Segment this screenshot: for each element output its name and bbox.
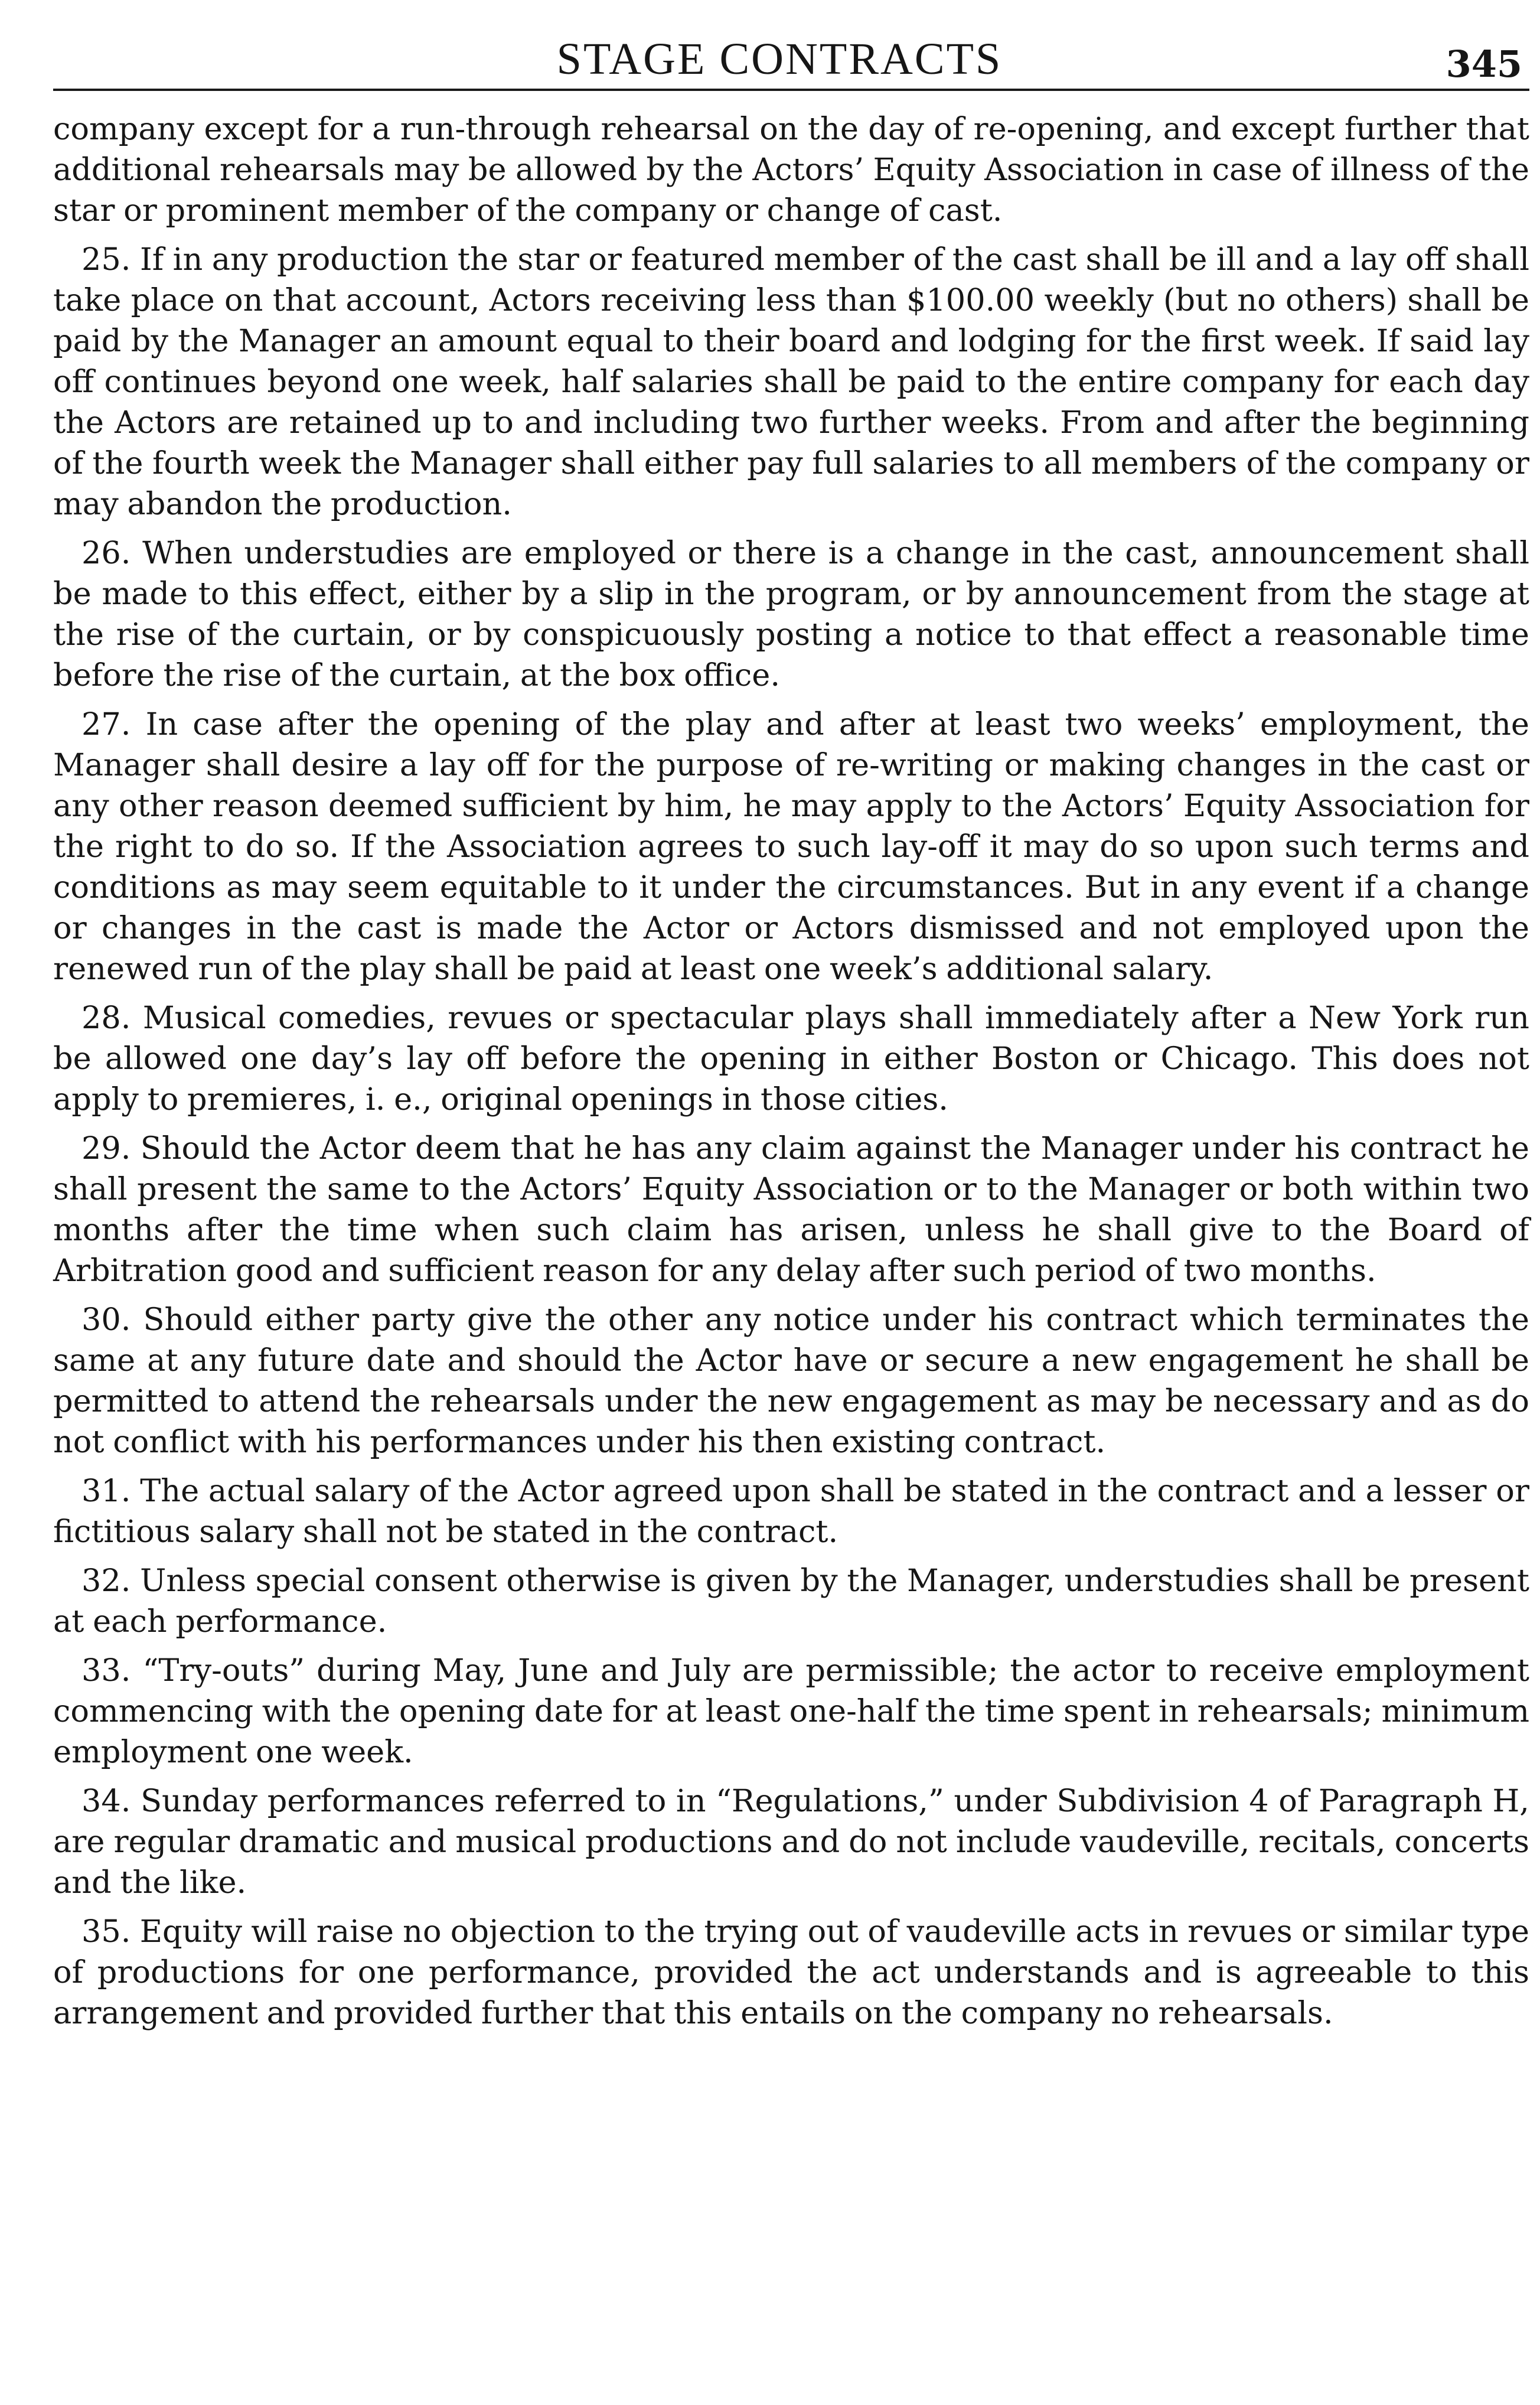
page-header [53, 24, 1529, 91]
paragraph-35 [53, 1911, 1529, 2034]
paragraph-30 [53, 1299, 1529, 1462]
paragraph-number: 27. [81, 706, 131, 742]
paragraph-31 [53, 1471, 1529, 1552]
paragraph-34 [53, 1781, 1529, 1903]
paragraph-32 [53, 1560, 1529, 1642]
paragraph-28 [53, 998, 1529, 1120]
paragraph-number: 35. [81, 1914, 131, 1950]
paragraph-text: Equity will raise no objection to the trying out of vaudeville acts in revues or similar type of productions for one performance, provided the act understands and is agreeable to this arrangement and provided further that this entails on the company no rehearsals. [53, 1914, 1529, 2031]
body-text [53, 109, 1529, 2034]
paragraph-26 [53, 533, 1529, 696]
paragraph-text: In case after the opening of the play and after at least two weeks’ employment, the Manager shall desire a lay off for the purpose of re-writing or making changes in the cast or any other reason deemed sufficient by him, he may apply to the Actors’ Equity Association for the right to do so. If the Association agrees to such lay-off it may do so upon such terms and conditions as may seem equitable to it under the circumstances. But in any event if a change or changes in the cast is made the Actor or Actors dismissed and not employed upon the renewed run of the play shall be paid at least one week’s additional salary. [53, 706, 1529, 987]
book-page [53, 24, 1529, 2392]
paragraph-number: 33. [81, 1653, 131, 1689]
paragraph-text: Unless special consent otherwise is given by the Manager, understudies shall be present at each performance. [53, 1563, 1529, 1640]
paragraph-27 [53, 704, 1529, 989]
paragraph-text: Sunday performances referred to in “Regulations,” under Subdivision 4 of Paragraph H, are regular dramatic and musical productions and do not include vaudeville, recitals, concerts and the like. [53, 1783, 1529, 1901]
paragraph-continued [53, 109, 1529, 231]
paragraph-text: company except for a run-through rehearsal on the day of re-opening, and except further that additional rehearsals may be allowed by the Actors’ Equity Association in case of illness of the star or prominent member of the company or change of cast. [53, 111, 1529, 229]
paragraph-number: 26. [81, 535, 131, 571]
paragraph-number: 25. [81, 242, 131, 278]
paragraph-text: The actual salary of the Actor agreed upon shall be stated in the contract and a lesser or fictitious salary shall not be stated in the contract. [53, 1473, 1529, 1550]
paragraph-number: 34. [81, 1783, 131, 1819]
paragraph-text: “Try-outs” during May, June and July are permissible; the actor to receive employment commencing with the opening date for at least one-half the time spent in rehearsals; minimum employment one week. [53, 1653, 1529, 1770]
paragraph-number: 30. [81, 1302, 131, 1338]
paragraph-text: Should either party give the other any notice under his contract which terminates the same at any future date and should the Actor have or secure a new engagement he shall be permitted to attend the rehearsals under the new engagement as may be necessary and as do not conflict with his performances under his then existing contract. [53, 1302, 1529, 1460]
paragraph-text: When understudies are employed or there is a change in the cast, announcement shall be made to this effect, either by a slip in the program, or by announcement from the stage at the rise of the curtain, or by conspicuously posting a notice to that effect a reasonable time before the rise of the curtain, at the box office. [53, 535, 1529, 693]
paragraph-number: 29. [81, 1130, 131, 1166]
paragraph-text: Musical comedies, revues or spectacular plays shall immediately after a New York run be allowed one day’s lay off before the opening in either Boston or Chicago. This does not apply to premieres, i. e., original openings in those cities. [53, 1000, 1529, 1117]
paragraph-number: 31. [81, 1473, 131, 1509]
paragraph-number: 32. [81, 1563, 131, 1599]
paragraph-33 [53, 1650, 1529, 1772]
paragraph-29 [53, 1128, 1529, 1291]
paragraph-25 [53, 239, 1529, 524]
paragraph-text: Should the Actor deem that he has any claim against the Manager under his contract he shall present the same to the Actors’ Equity Association or to the Manager or both within two months after the time when such claim has arisen, unless he shall give to the Board of Arbitration good and sufficient reason for any delay after such period of two months. [53, 1130, 1529, 1289]
page-number: 345 [1446, 43, 1522, 86]
paragraph-text: If in any production the star or featured member of the cast shall be ill and a lay off shall take place on that account, Actors receiving less than $100.00 weekly (but no others) shall be paid by the Manager an amount equal to their board and lodging for the first week. If said lay off continues beyond one week, half salaries shall be paid to the entire company for each day the Actors are retained up to and including two further weeks. From and after the beginning of the fourth week the Manager shall either pay full salaries to all members of the company or may abandon the production. [53, 242, 1529, 522]
paragraph-number: 28. [81, 1000, 131, 1036]
running-head: STAGE CONTRACTS [556, 34, 1003, 84]
